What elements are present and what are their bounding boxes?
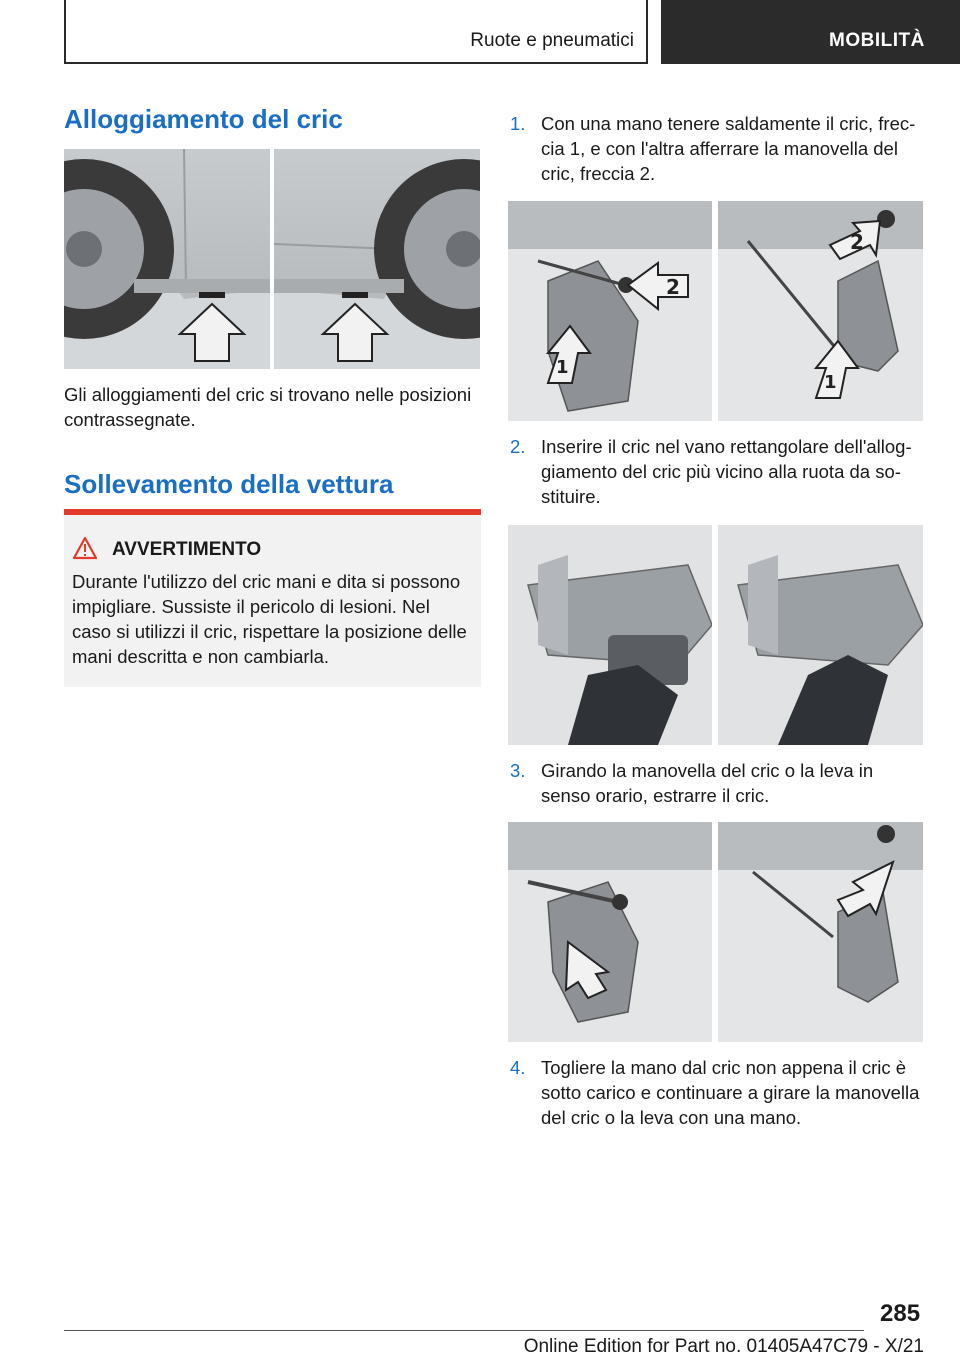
step-line: Togliere la mano dal cric non appena il cric è [541, 1057, 907, 1078]
step-line: Inserire il cric nel vano rettangolare dell'allog- [541, 436, 912, 457]
footer-divider [64, 1330, 864, 1331]
step-2 [510, 434, 930, 509]
header-chapter-title: MOBILITÀ [829, 30, 925, 51]
header-section-title: Ruote e pneumatici [470, 30, 634, 51]
step-line: stituire. [541, 486, 601, 507]
step-3 [510, 758, 930, 808]
warning-triangle-icon [72, 536, 98, 560]
step-number: 2. [510, 436, 526, 457]
arrow-label-1: 1 [556, 357, 569, 378]
step-line: Girando la manovella del cric o la leva in [541, 760, 874, 781]
figure-step-3-turn-crank [508, 822, 923, 1042]
step-number: 1. [510, 113, 526, 134]
warning-box [64, 515, 481, 687]
step-line: del cric o la leva con una mano. [541, 1107, 802, 1128]
heading-jack-mount: Alloggiamento del cric [64, 104, 343, 134]
page-number: 285 [880, 1300, 921, 1327]
step-line: sotto carico e continuare a girare la manovella [541, 1082, 920, 1103]
paragraph-line: contrassegnate. [64, 409, 196, 430]
warning-line: Durante l'utilizzo del cric mani e dita si possono [72, 571, 461, 592]
header-chapter-box [661, 0, 960, 64]
arrow-label-2: 2 [850, 230, 864, 254]
figure-jacking-points [64, 149, 480, 369]
step-number: 4. [510, 1057, 526, 1078]
arrow-label-2: 2 [666, 275, 680, 299]
paragraph-line: Gli alloggiamenti del cric si trovano nelle posizioni [64, 384, 472, 405]
warning-text [72, 569, 477, 669]
heading-lifting-vehicle: Sollevamento della vettura [64, 469, 394, 499]
arrow-label-1: 1 [824, 372, 837, 393]
paragraph-jack-mount [64, 382, 484, 432]
step-1 [510, 111, 930, 186]
step-line: cric, freccia 2. [541, 163, 656, 184]
figure-step-2-insert-jack [508, 525, 923, 745]
step-line: senso orario, estrarre il cric. [541, 785, 770, 806]
warning-line: mani descritta e non cambiarla. [72, 646, 330, 667]
warning-line: caso si utilizzi il cric, rispettare la posizione delle [72, 621, 467, 642]
step-number: 3. [510, 760, 526, 781]
step-line: cia 1, e con l'altra afferrare la manovella del [541, 138, 898, 159]
warning-title: AVVERTIMENTO [112, 539, 262, 560]
step-4 [510, 1055, 930, 1130]
footer-edition: Online Edition for Part no. 01405A47C79 - X/21 [523, 1336, 924, 1357]
header-section-box [64, 0, 648, 64]
step-line: giamento del cric più vicino alla ruota da so- [541, 461, 901, 482]
figure-step-1-hold-jack [508, 201, 923, 421]
warning-line: impigliare. Sussiste il pericolo di lesioni. Nel [72, 596, 430, 617]
step-line: Con una mano tenere saldamente il cric, frec- [541, 113, 916, 134]
